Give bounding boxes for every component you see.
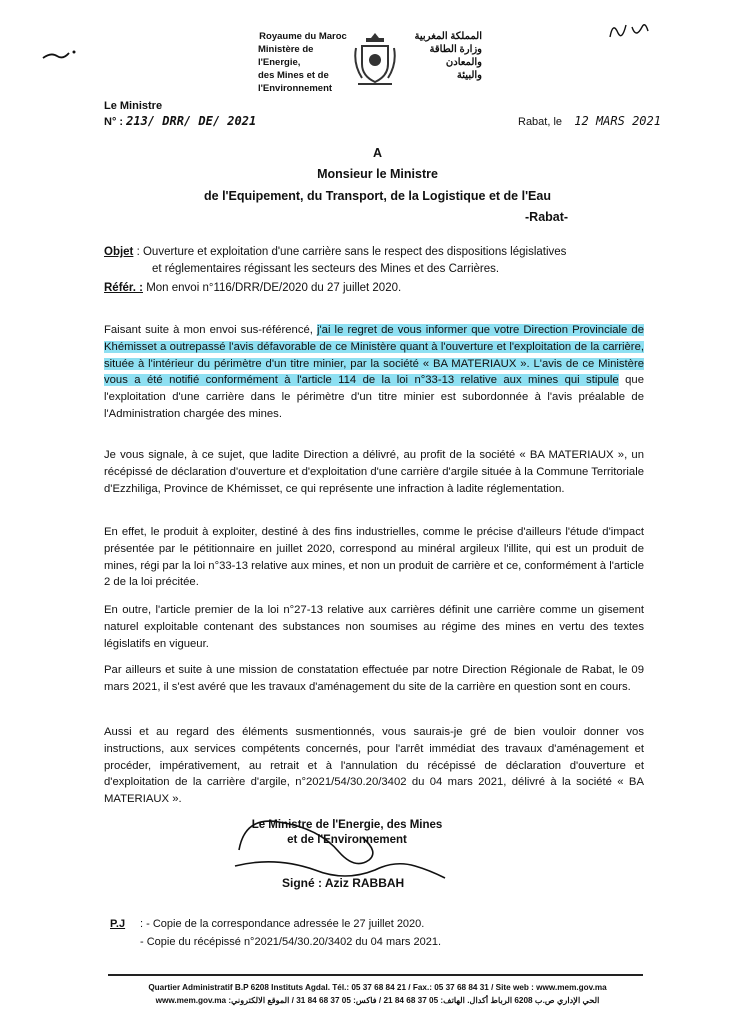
paragraph-1 (104, 322, 644, 423)
reference-number-label: N° : (104, 116, 124, 128)
letterhead-ar-line: والمعادن (445, 57, 482, 68)
footer-divider (108, 974, 643, 976)
letterhead-fr-line: l'Environnement (258, 83, 333, 94)
paragraph-1-intro: Faisant suite à mon envoi sus-référencé, (104, 324, 317, 336)
reference-number-handwritten: 213/ DRR/ DE/ 2021 (126, 114, 257, 128)
letterhead-fr (258, 30, 348, 95)
handwritten-signature (225, 806, 465, 886)
paragraph-4: En outre, l'article premier de la loi n°27-13 relative aux carrières définit une carrière comme un gisement naturel exploitable contenant des substances non soumises au régime des mines en vertu des textes législatifs en vigueur. (104, 604, 644, 650)
attachment-item-1: : - Copie de la correspondance adressée le 27 juillet 2020. (140, 918, 425, 930)
letterhead-ar-line: والبيئة (456, 70, 482, 81)
recipient-city: -Rabat- (525, 210, 569, 224)
subject-line-2: et réglementaires régissant les secteurs des Mines et des Carrières. (152, 263, 500, 275)
letterhead-ar-line: المملكة المغربية (414, 31, 482, 42)
letterhead-ar-line: وزارة الطاقة (429, 44, 482, 55)
subject-label: Objet (104, 246, 134, 258)
reference-block (104, 282, 401, 294)
paragraph-3: En effet, le produit à exploiter, destiné à des fins industrielles, comme le précise d'ailleurs l'étude d'impact présentée par le pétitionnaire en juillet 2020, correspond au minéral argileux l'illite, qui est un produit de mines, régi par la loi n°33-13 relative aux mines, et non un produit de carrière et ce, conformément à l'article 2 de la loi précitée. (104, 526, 644, 589)
footer-line-2: الحي الإداري ص.ب 6208 الرباط أكدال. الهاتف: 05 37 68 84 21 / فاكس: 05 37 68 84 31 / الموقع الالكتروني: www.mem.gov.ma (155, 996, 600, 1005)
recipient-title: Monsieur le Ministre (317, 167, 438, 181)
reference-text: Mon envoi n°116/DRR/DE/2020 du 27 juillet 2020. (143, 282, 402, 294)
attachment-item-2: - Copie du récépissé n°2021/54/30.20/3402 du 04 mars 2021. (140, 936, 441, 948)
letterhead-fr-line: des Mines et de (258, 70, 329, 81)
subject-line-1: : Ouverture et exploitation d'une carrière sans le respect des dispositions législatives (133, 246, 567, 258)
paragraph-6: Aussi et au regard des éléments susmentionnés, vous saurais-je gré de bien vouloir donner vos instructions, aux services compétents concernés, pour l'arrêt immédiat des travaux d'aménagement et procéder, impérativement, au retrait et à l'annulation du récépissé de déclaration d'ouverture et d'exploitation de la carrière d'argile, n°2021/54/30.20/3402 du 04 mars 2021, délivré à la société « BA MATERIAUX ». (104, 726, 644, 806)
royal-coat-of-arms-icon (352, 30, 398, 88)
signatory-line-2: et de l'Environnement (287, 834, 407, 846)
paragraph-5: Par ailleurs et suite à une mission de constatation effectuée par notre Direction Régionale de Rabat, le 09 mars 2021, il s'est avéré que les travaux d'aménagement du site de la carrière en question sont en cours. (104, 664, 644, 693)
recipient-a: A (372, 146, 383, 160)
date-stamp: 12 MARS 2021 (574, 114, 661, 128)
letterhead-ar (400, 30, 482, 82)
reference-label: Référ. : (104, 282, 143, 294)
attachments (110, 915, 441, 951)
reference-number (104, 114, 256, 128)
signed-by: Signé : Aziz RABBAH (282, 876, 405, 890)
letterhead-fr-line: Royaume du Maroc (259, 31, 347, 42)
letter-date (518, 114, 661, 128)
attachments-label: P.J (110, 918, 126, 930)
paragraph-2: Je vous signale, à ce sujet, que ladite Direction a délivré, au profit de la société « BA MATERIAUX », un récépissé de déclaration d'ouverture et d'exploitation d'une carrière d'argile située à la Commune Territoriale d'Ezzhiliga, Province de Khémisset, ce qui représente une infraction à ladite réglementation. (104, 449, 644, 495)
letterhead-fr-line: Ministère de l'Energie, (258, 44, 314, 68)
recipient-ministry: de l'Equipement, du Transport, de la Logistique et de l'Eau (204, 189, 551, 203)
highlighted-passage: j'ai le regret de vous informer que votre Direction Provinciale de Khémisset a outrepassé l'avis défavorable de ce Ministère quant à l'ouverture et l'exploitation de la carrière, située à l'intérieur du périmètre d'un titre minier, par la société « BA MATERIAUX ». L'avis de ce Ministère vous a été notifié conformément à l'article 114 de la loi n°33-13 relative aux mines qui stipule (104, 324, 644, 387)
sender-label: Le Ministre (104, 100, 163, 112)
paragraph-1-end: que l'exploitation d'une carrière dans le périmètre d'un titre minier est subordonnée à l'avis préalable de l'Administration chargée des mines. (104, 374, 644, 420)
footer-line-1: Quartier Administratif B.P 6208 Instituts Agdal. Tél.: 05 37 68 84 21 / Fax.: 05 37 68 84 31 / Site web : www.mem.gov.ma (148, 983, 607, 992)
pen-mark-doodle (40, 40, 80, 70)
handwritten-initials (600, 15, 660, 45)
date-label: Rabat, le (518, 116, 563, 128)
subject-block (104, 244, 644, 278)
signatory-line-1: Le Ministre de l'Energie, des Mines (251, 819, 443, 831)
